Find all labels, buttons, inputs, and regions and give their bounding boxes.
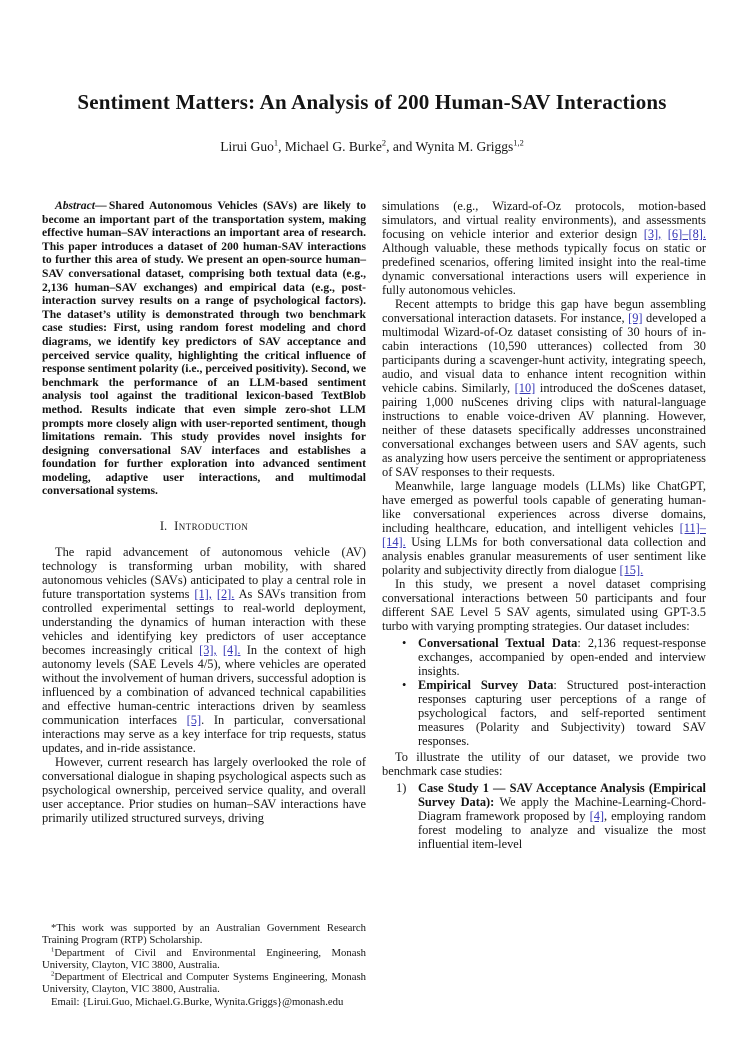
footnote-affiliation-2 [42, 971, 366, 996]
text-segment: As SAVs transition from controlled experimental settings to real-world deployment, understanding the dynamics of human interaction with these vehicles and identifying key predictors of user acceptance becomes increasingly critical [42, 587, 366, 658]
text-segment: , and Wynita M. Griggs [386, 139, 514, 154]
citation-link[interactable]: [9] [628, 311, 643, 325]
footnote-email [42, 996, 366, 1008]
bullet-icon: • [402, 678, 407, 692]
text-segment: developed a multimodal Wizard-of-Oz dataset consisting of 30 hours of in-cabin interactions (10,590 utterances) collected from 30 participants during a scavenger-hunt activity, integrating speech, audio, and visual data to enhance intent recognition within vehicle cabins. Similarly, [382, 311, 706, 395]
abstract-paragraph [42, 199, 366, 498]
text-segment: — Shared Autonomous Vehicles (SAVs) are likely to become an important part of the transportation system, making effective human–SAV interactions an important area of research. This paper introduces a dataset of 200 human-SAV interactions to further this area of study. We present an open-source human–SAV conversational dataset, comprising both textual data (e.g., 2,136 human–SAV exchanges) and empirical data (e.g., post-interaction survey results on a range of psychological factors). The dataset’s utility is demonstrated through two benchmark case studies: First, using random forest modeling and chord diagrams, we identify key predictors of SAV acceptance and perceived service quality, highlighting the critical influence of response sentiment polarity (i.e., perceived positivity). Second, we benchmark the performance of an LLM-based sentiment analysis tool against the traditional lexicon-based TextBlob method. Results indicate that even simple zero-shot LLM prompts more closely align with user-reported sentiment, though limitations remain. This study provides novel insights for designing conversational SAV interfaces and establishes a foundation for further exploration into advanced sentiment modeling, adaptive user interactions, and multimodal conversational systems. [42, 199, 366, 498]
citation-link[interactable]: [3], [643, 227, 662, 241]
text-segment: Email: {Lirui.Guo, Michael.G.Burke, Wynita.Griggs}@monash.edu [51, 995, 344, 1008]
bullet-text [418, 636, 706, 678]
text-segment: : Structured post-interaction responses capturing user perceptions of a range of psychological factors, and self-reported sentiment measures (Polarity and Subjectivity) toward SAV responses. [418, 678, 706, 748]
case-study-list [382, 781, 706, 851]
text-segment: However, current research has largely overlooked the role of conversational dialogue in shaping psychological aspects such as psychological ownership, perceived service quality, and overall user acceptance. Prior studies on human–SAV interactions have primarily utilized structured surveys, driving [42, 755, 366, 826]
text-segment: introduced the doScenes dataset, pairing 1,000 nuScenes driving clips with natural-language instructions to enable voice-driven AV planning. However, neither of these datasets specifically addresses unconstrained conversational exchanges between users and SAV agents, such as analyzing how users perceive the sentiment or appropriateness of SAV responses to their requests. [382, 381, 707, 479]
text-segment: We apply the Machine-Learning-Chord-Diagram framework proposed by [418, 795, 706, 823]
superscript-affiliation: 1 [273, 138, 279, 148]
text-segment: *This work was supported by an Australian Government Research Training Program (RTP) Scholarship. [42, 921, 366, 947]
text-segment: . In particular, conversational interactions may serve as a key interface for trip requests, status updates, and in-ride assistance. [42, 713, 366, 756]
citation-link[interactable]: [11]–[14]. [382, 521, 706, 549]
text-segment: Conversational Textual Data [418, 636, 578, 650]
text-segment: Department of Civil and Environmental Engineering, Monash University, Clayton, VIC 3800, Australia. [42, 946, 366, 971]
citation-link[interactable]: [10] [514, 381, 536, 395]
text-segment: Empirical Survey Data [418, 678, 554, 692]
text-segment: To illustrate the utility of our dataset, we provide two benchmark case studies: [382, 750, 706, 778]
section-number: I. [159, 519, 168, 534]
citation-link[interactable]: [5] [186, 713, 202, 728]
bullet-text [418, 678, 706, 748]
case-study-text [418, 781, 706, 851]
text-segment: : 2,136 request-response exchanges, accompanied by open-ended and interview insights. [418, 636, 707, 678]
right-paragraph-2 [382, 297, 706, 479]
text-segment: Recent attempts to bridge this gap have begun assembling conversational interaction datasets. For instance, [382, 297, 706, 325]
two-column-body [0, 199, 744, 1035]
authors-line [0, 139, 744, 155]
citation-link[interactable]: [2]. [216, 587, 235, 602]
right-paragraph-3 [382, 479, 706, 577]
text-segment: The rapid advancement of autonomous vehicle (AV) technology is transforming urban mobility, with shared autonomous vehicles (SAVs) anticipated to play a central role in future transportation systems [42, 545, 366, 602]
text-segment: Lirui Guo [220, 139, 274, 154]
citation-link[interactable]: [6]–[8]. [667, 227, 706, 241]
intro-paragraph-2 [42, 755, 366, 825]
footnote-block [42, 922, 366, 1035]
citation-link[interactable]: [4] [589, 809, 605, 823]
section-title: Introduction [174, 519, 249, 534]
text-segment: Although valuable, these methods typically focus on static or predefined scenarios, offering limited insight into the real-time dynamic conversational interactions users will experience in fully autonomous vehicles. [382, 241, 706, 297]
intro-paragraph-1 [42, 545, 366, 755]
footnote-affiliation-1 [42, 947, 366, 972]
citation-link[interactable]: [1], [194, 587, 212, 602]
left-column [42, 199, 366, 1035]
citation-link[interactable]: [4]. [222, 643, 241, 658]
right-paragraph-4 [382, 577, 706, 633]
citation-link[interactable]: [3], [199, 643, 217, 658]
text-segment: Department of Electrical and Computer Systems Engineering, Monash University, Clayton, VIC 3800, Australia. [42, 971, 366, 996]
superscript-affiliation: 1 [51, 945, 55, 953]
right-paragraph-5 [382, 750, 706, 778]
text-segment: Meanwhile, large language models (LLMs) like ChatGPT, have emerged as powerful tools capable of generating human-like conversational experiences across diverse domains, including healthcare, education, and intelligent vehicles [382, 479, 706, 535]
case-study-item-1 [382, 781, 706, 851]
section-heading-introduction [42, 519, 366, 534]
dataset-bullet-list [382, 636, 706, 748]
text-segment: , employing random forest modeling to analyze and visualize the most influential item-level [418, 809, 706, 851]
text-segment: simulations (e.g., Wizard-of-Oz protocols, motion-based simulators, and virtual reality environments), and assessments focusing on vehicle interior and exterior design [382, 199, 706, 241]
right-paragraph-1 [382, 199, 706, 297]
bullet-item-conversational-data [382, 636, 706, 678]
bullet-icon: • [402, 636, 407, 650]
text-segment: , Michael G. Burke [278, 139, 382, 154]
citation-link[interactable]: [15]. [619, 563, 644, 577]
text-segment: Case Study 1 — SAV Acceptance Analysis (Empirical Survey Data): [418, 781, 706, 809]
right-column [382, 199, 706, 1035]
paper-title: Sentiment Matters: An Analysis of 200 Human-SAV Interactions [77, 90, 667, 114]
superscript-affiliation: 2 [51, 970, 55, 978]
footnote-funding [42, 922, 366, 947]
text-segment: In this study, we present a novel dataset comprising conversational interactions between 50 participants and four different SAE Level 5 SAV agents, simulated using GPT-3.5 turbo with varying prompting strategies. Our dataset includes: [382, 577, 706, 633]
text-segment: Abstract [55, 199, 95, 212]
superscript-affiliation: 1,2 [513, 138, 524, 148]
bullet-item-empirical-data [382, 678, 706, 748]
text-segment: In the context of high autonomy levels (SAE Levels 4/5), where vehicles are operated without the involvement of human drivers, successful adoption is influenced by a combination of advanced technical capabilities and effective human-centric interactions driven by seamless communication interfaces [42, 643, 366, 728]
text-segment: Using LLMs for both conversational data collection and analysis enables granular measurements of user sentiment like polarity and subjectivity directly from dialogue [382, 535, 706, 577]
list-number: 1) [396, 781, 407, 795]
superscript-affiliation: 2 [381, 138, 387, 148]
